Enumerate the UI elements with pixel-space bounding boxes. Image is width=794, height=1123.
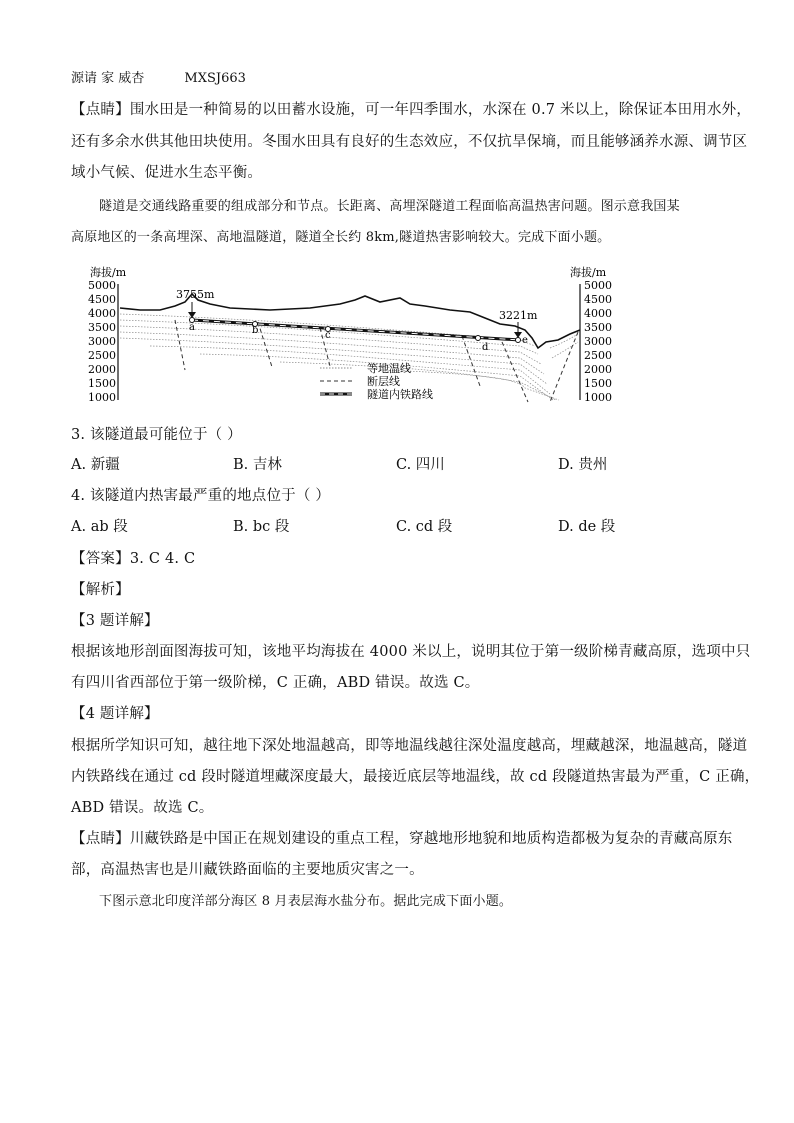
- analysis-heading: 【解析】: [71, 582, 130, 598]
- right-tick-label: 2500: [584, 349, 612, 362]
- intro-line-1: 隧道是交通线路重要的组成部分和节点。长距离、高埋深隧道工程面临高温热害问题。图示意我国某: [99, 199, 680, 214]
- left-tick-label: 3000: [88, 335, 116, 348]
- answer-line: [71, 547, 195, 568]
- detail3-line-1: 根据该地形剖面图海拔可知，该地平均海拔在 4000 米以上，说明其位于第一级阶梯青藏高原，选项中只: [71, 644, 751, 660]
- peak-right-label: 3221m: [499, 309, 538, 322]
- legend-fault-label: 断层线: [367, 375, 400, 388]
- q4-option-a[interactable]: A. ab 段: [71, 519, 128, 535]
- intro-line-2: 高原地区的一条高埋深、高地温隧道，隧道全长约 8km,隧道热害影响较大。完成下面小题。: [71, 230, 611, 245]
- q3-stem: 3. 该隧道最可能位于（ ）: [71, 427, 242, 443]
- figure-legend: [320, 361, 433, 401]
- note2-tag: 【点睛】: [71, 831, 130, 847]
- right-tick-label: 3500: [584, 321, 612, 334]
- left-tick-label: 1000: [88, 391, 116, 404]
- q4-option-d[interactable]: D. de 段: [558, 519, 616, 535]
- note1-tag: 【点睛】: [71, 102, 130, 118]
- q4-stem: 4. 该隧道内热害最严重的地点位于（ ）: [71, 488, 331, 504]
- detail3-heading: 【3 题详解】: [71, 613, 159, 629]
- point-label-b: b: [252, 325, 259, 336]
- right-axis-label: 海拔/m: [570, 266, 607, 279]
- peak-left-label: 3755m: [176, 288, 215, 301]
- right-tick-label: 3000: [584, 335, 612, 348]
- left-tick-label: 2500: [88, 349, 116, 362]
- q3-option-b[interactable]: B. 吉林: [233, 457, 282, 473]
- left-tick-label: 1500: [88, 377, 116, 390]
- note2-line-1: 【点睛】川藏铁路是中国正在规划建设的重点工程，穿越地形地貌和地质构造都极为复杂的青藏高原东: [71, 831, 733, 847]
- right-tick-label: 2000: [584, 363, 612, 376]
- source-code: MXSJ663: [184, 71, 246, 86]
- q4-option-c[interactable]: C. cd 段: [396, 519, 453, 535]
- q3-option-d[interactable]: D. 贵州: [558, 457, 608, 473]
- detail3-line-2: 有四川省西部位于第一级阶梯，C 正确，ABD 错误。故选 C。: [71, 675, 480, 691]
- note2-line-2: 部，高温热害也是川藏铁路面临的主要地质灾害之一。: [71, 862, 424, 878]
- footer-intro: 下图示意北印度洋部分海区 8 月表层海水盐分布。据此完成下面小题。: [99, 894, 513, 909]
- point-label-c: c: [325, 330, 331, 341]
- note1-line-2: 还有多余水供其他田块使用。冬围水田具有良好的生态效应，不仅抗旱保墒，而且能够涵养水源、调节区: [71, 134, 748, 150]
- q3-option-c[interactable]: C. 四川: [396, 457, 445, 473]
- note1-line-3: 域小气候、促进水生态平衡。: [71, 165, 263, 181]
- detail4-line-1: 根据所学知识可知，越往地下深处地温越高，即等地温线越往深处温度越高，埋藏越深，地温越高，隧道: [71, 738, 748, 754]
- left-tick-label: 4500: [88, 293, 116, 306]
- q3-option-a[interactable]: A. 新疆: [71, 457, 120, 473]
- legend-isotherm-label: 等地温线: [367, 362, 411, 375]
- right-tick-label: 4000: [584, 307, 612, 320]
- left-axis-label: 海拔/m: [90, 266, 127, 279]
- point-label-a: a: [189, 322, 195, 333]
- left-tick-label: 2000: [88, 363, 116, 376]
- point-e: [516, 338, 521, 343]
- left-tick-label: 3500: [88, 321, 116, 334]
- detail4-line-3: ABD 错误。故选 C。: [71, 800, 214, 816]
- answer-tag: 【答案】: [71, 551, 130, 567]
- legend-railway-label: 隧道内铁路线: [367, 388, 433, 401]
- right-tick-label: 5000: [584, 279, 612, 292]
- detail4-line-2: 内铁路线在通过 cd 段时隧道埋藏深度最大，最接近底层等地温线，故 cd 段隧道热害最为严重，C 正确，: [71, 769, 760, 785]
- tunnel-profile-figure: [80, 262, 640, 412]
- right-tick-label: 4500: [584, 293, 612, 306]
- right-ticks: [584, 279, 612, 404]
- left-tick-label: 5000: [88, 279, 116, 292]
- left-tick-label: 4000: [88, 307, 116, 320]
- source-line: [71, 67, 282, 86]
- note1-line-1: 【点睛】围水田是一种简易的以田蓄水设施，可一年四季围水，水深在 0.7 米以上，除保证本田用水外，: [71, 102, 752, 118]
- left-ticks: [88, 279, 116, 404]
- detail4-heading: 【4 题详解】: [71, 706, 159, 722]
- point-label-d: d: [482, 342, 489, 353]
- answer-text: 3. C 4. C: [129, 551, 196, 567]
- peak-right-arrowhead: [514, 332, 522, 338]
- q4-option-b[interactable]: B. bc 段: [233, 519, 290, 535]
- right-tick-label: 1500: [584, 377, 612, 390]
- point-label-e: e: [522, 335, 528, 346]
- source-label: 源请 家 威杏: [71, 71, 145, 86]
- point-d: [476, 336, 481, 341]
- right-tick-label: 1000: [584, 391, 612, 404]
